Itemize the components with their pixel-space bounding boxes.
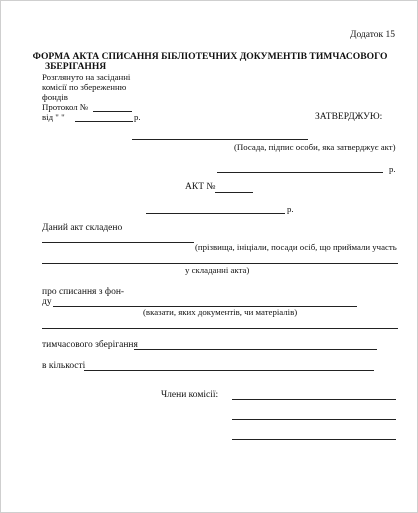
fund-extra-line[interactable] xyxy=(42,328,398,329)
date-line[interactable] xyxy=(75,121,133,122)
commission-label: Члени комісії: xyxy=(161,390,219,400)
composed-line[interactable] xyxy=(42,242,194,243)
act-number-label: АКТ № xyxy=(185,182,216,192)
member-signature-line-3[interactable] xyxy=(232,439,396,440)
act-date-line[interactable] xyxy=(146,213,285,214)
act-year-suffix: р. xyxy=(287,204,294,214)
position-signature-line[interactable] xyxy=(132,139,308,140)
reviewed-line2: комісії по збереженню xyxy=(42,82,127,92)
quantity-label: в кількості xyxy=(42,361,86,371)
participants-caption: (прізвища, ініціали, посади осіб, що приймали участь xyxy=(195,242,397,252)
approve-date-line[interactable] xyxy=(217,172,383,173)
reviewed-line3: фондів xyxy=(42,92,68,102)
participants-line[interactable] xyxy=(42,263,398,264)
approve-label: ЗАТВЕРДЖУЮ: xyxy=(315,112,383,122)
composed-label: Даний акт складено xyxy=(42,223,123,233)
temporary-label: тимчасового зберігання xyxy=(42,340,138,350)
quantity-line[interactable] xyxy=(84,370,374,371)
fund-label1: про списання з фон- xyxy=(42,287,125,297)
position-caption: (Посада, підпис особи, яка затверджує акт) xyxy=(234,142,396,152)
act-number-line[interactable] xyxy=(215,192,253,193)
protocol-number-line[interactable] xyxy=(93,111,132,112)
approve-year-suffix: р. xyxy=(389,164,396,174)
member-signature-line-1[interactable] xyxy=(232,399,396,400)
form-title-line1: ФОРМА АКТА СПИСАННЯ БІБЛІОТЕЧНИХ ДОКУМЕНТІВ ТИМЧАСОВОГО xyxy=(32,51,388,62)
protocol-label: Протокол № xyxy=(42,102,89,112)
fund-caption: (вказати, яких документів, чи матеріалів) xyxy=(143,307,298,317)
participants-caption2: у складанні акта) xyxy=(185,265,250,275)
date-year-suffix: р. xyxy=(134,112,141,122)
form-title-line2: ЗБЕРІГАННЯ xyxy=(45,61,107,72)
date-prefix: від " " xyxy=(42,112,65,122)
reviewed-line1: Розглянуто на засіданні xyxy=(42,72,131,82)
temporary-line[interactable] xyxy=(134,349,377,350)
addendum-label: Додаток 15 xyxy=(349,30,395,40)
member-signature-line-2[interactable] xyxy=(232,419,396,420)
fund-label2: ду xyxy=(42,297,52,307)
